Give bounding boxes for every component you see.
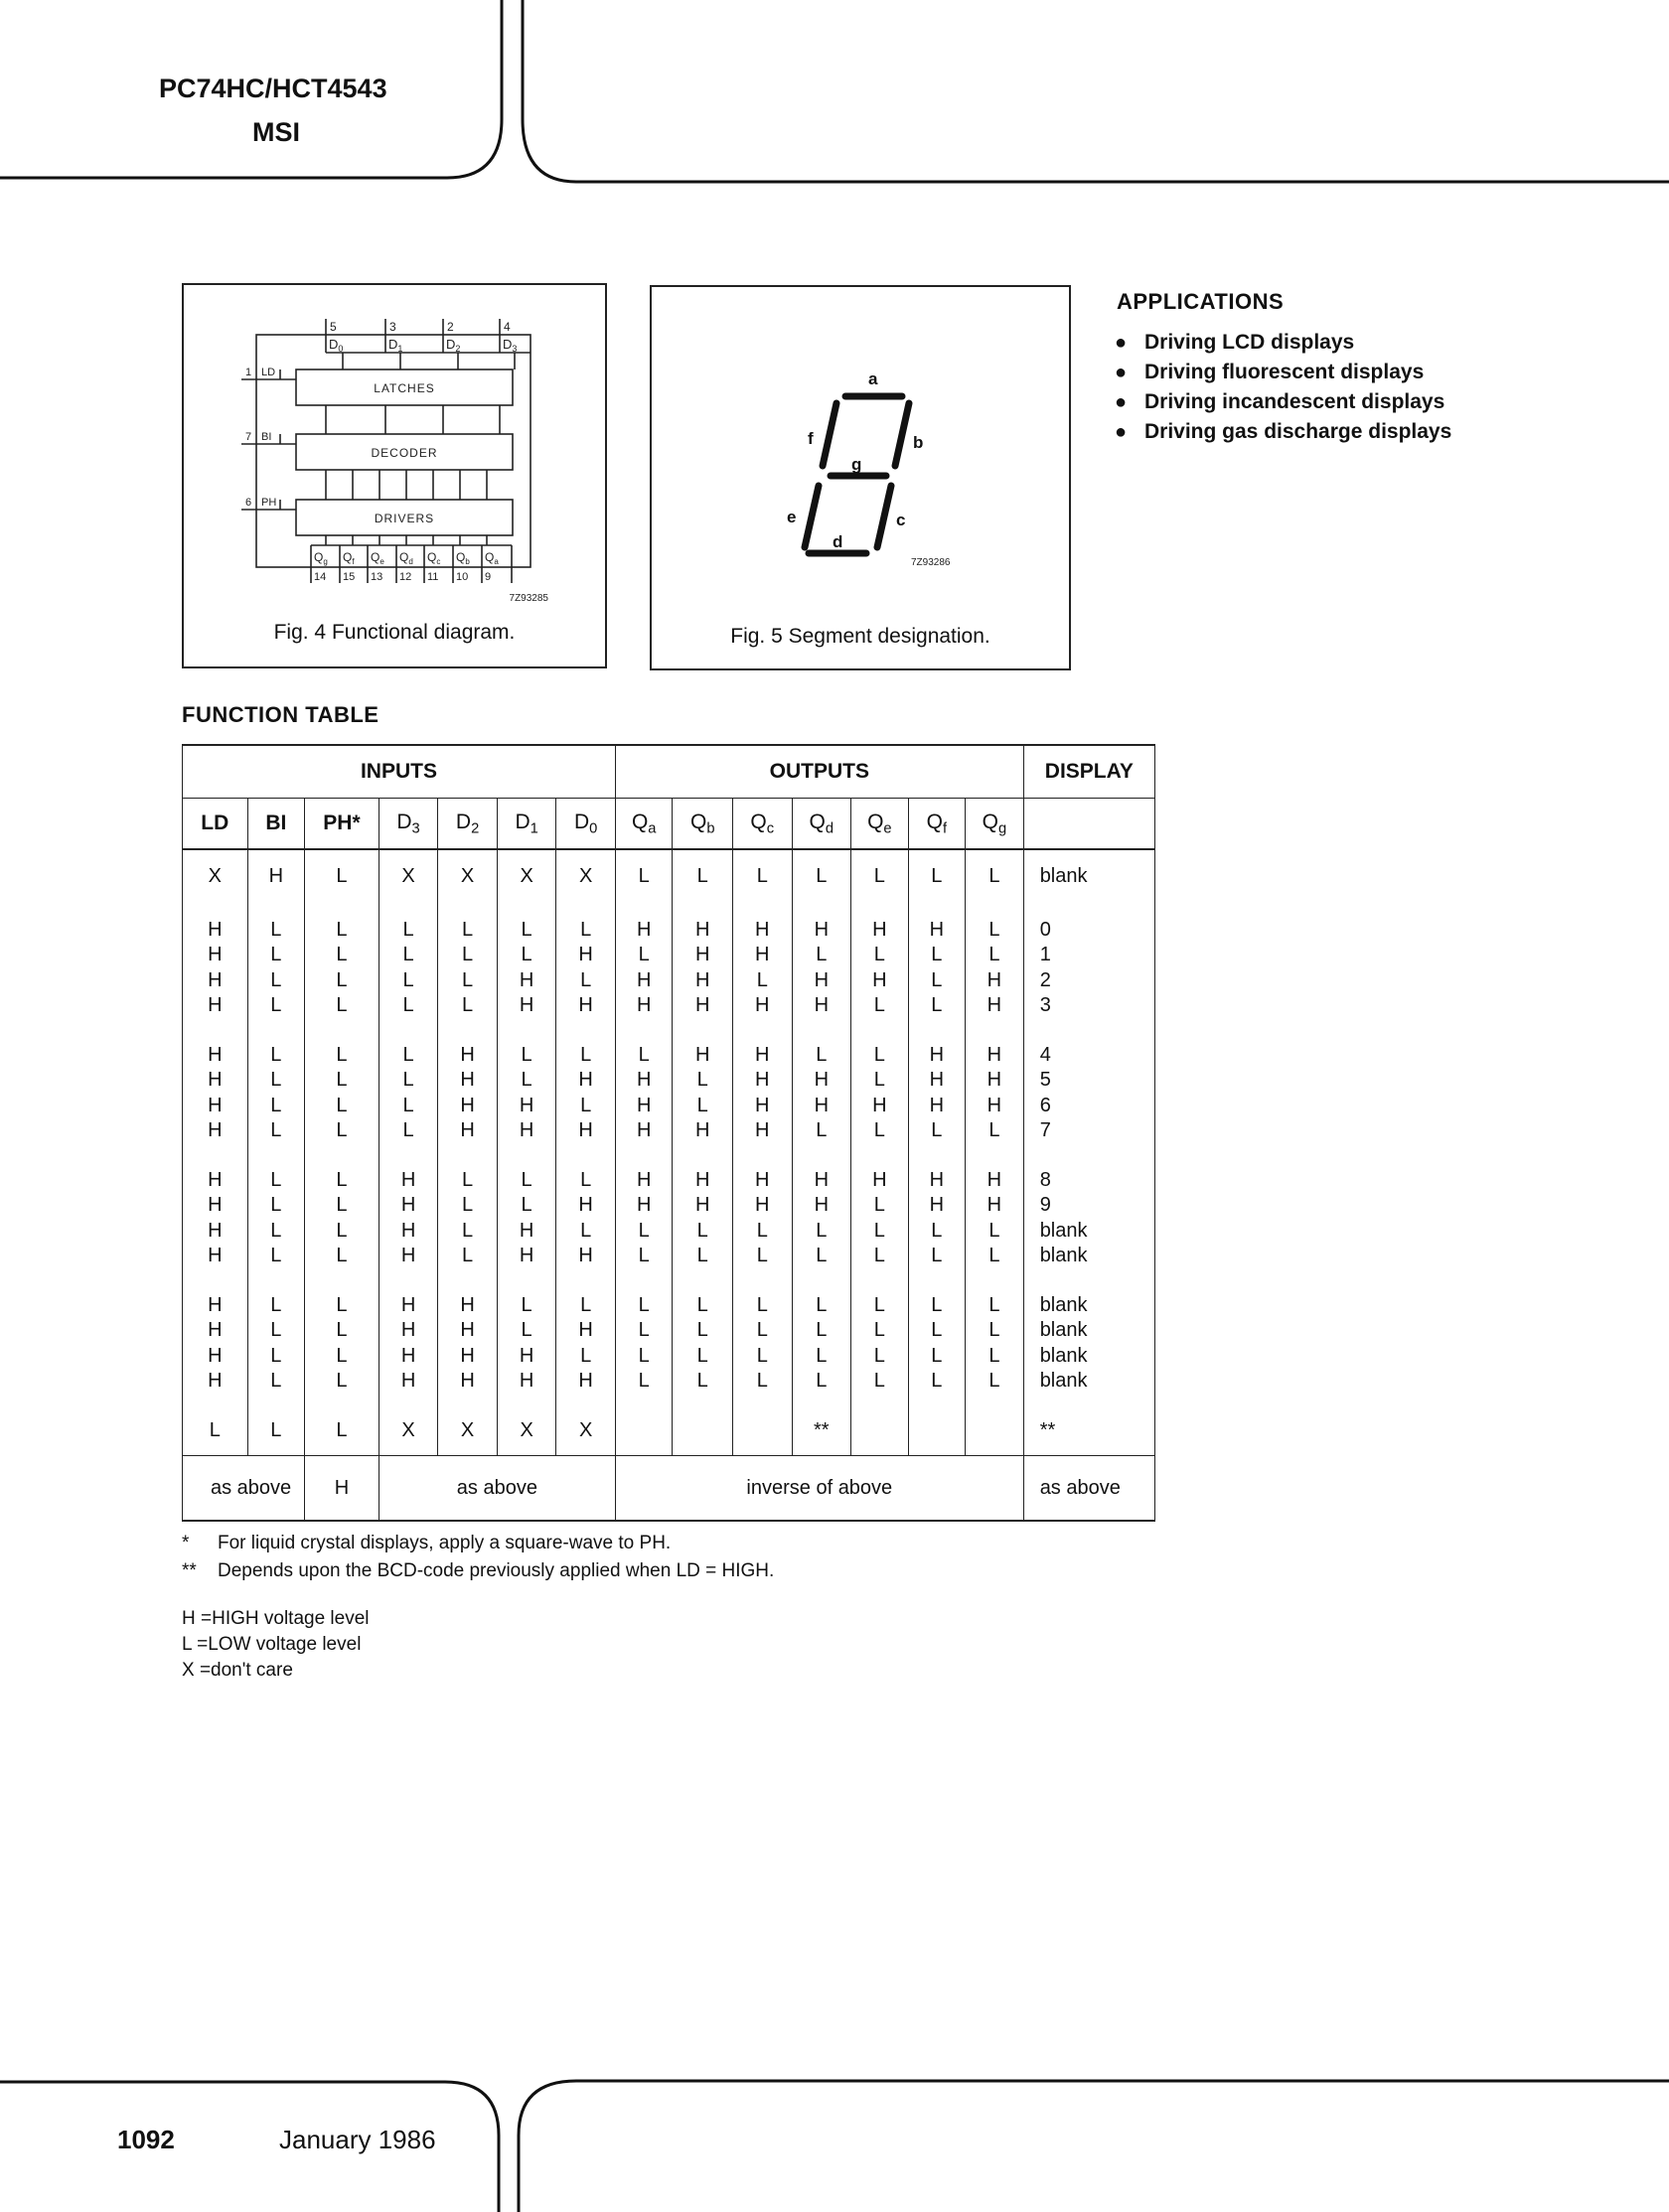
legend-item: X =don't care bbox=[182, 1660, 293, 1681]
svg-text:Qc: $Q_c$ bbox=[427, 550, 441, 566]
table-cell: H H H H bbox=[673, 906, 733, 1031]
table-cell: L L L L bbox=[379, 1031, 438, 1156]
table-cell: X bbox=[497, 1406, 556, 1456]
table-cell: X bbox=[556, 1406, 616, 1456]
label-f: f bbox=[808, 429, 814, 448]
table-cell: L bbox=[183, 1406, 248, 1456]
label-qc: Q bbox=[427, 550, 437, 564]
column-header: $Q_a$ bbox=[615, 799, 673, 850]
column-header: $Q_e$ bbox=[851, 799, 909, 850]
label-qb: Q bbox=[456, 550, 466, 564]
device-category: MSI bbox=[252, 117, 301, 147]
publication-date: January 1986 bbox=[279, 2125, 436, 2154]
pin-11: 11 bbox=[427, 571, 439, 583]
table-cell: L L L L bbox=[673, 1281, 733, 1406]
functional-diagram bbox=[184, 285, 605, 623]
table-cell: L L L L bbox=[379, 906, 438, 1031]
svg-text:Qd: $Q_d$ bbox=[399, 550, 413, 566]
table-cell: H H H H bbox=[183, 1031, 248, 1156]
table-row-group bbox=[183, 1406, 1155, 1456]
table-cell: L L L L bbox=[733, 1281, 793, 1406]
table-cell: L L L L bbox=[615, 1281, 673, 1406]
label-g: g bbox=[851, 455, 862, 474]
function-table bbox=[182, 744, 1155, 1522]
table-cell: L L L L bbox=[438, 1156, 498, 1281]
pin-10: 10 bbox=[456, 571, 469, 583]
svg-text:D0: $D_0$ bbox=[329, 337, 344, 354]
fig5-code: 7Z93286 bbox=[911, 557, 951, 568]
table-cell: H H H H bbox=[183, 1156, 248, 1281]
inputs-header: INPUTS bbox=[183, 745, 616, 799]
table-cell: H H H H bbox=[379, 1281, 438, 1406]
table-cell: L L H H bbox=[497, 1031, 556, 1156]
table-cell: L L L L bbox=[247, 1031, 305, 1156]
label-bi: BI bbox=[261, 431, 272, 443]
pin-2: 2 bbox=[447, 320, 454, 334]
pin-7: 7 bbox=[245, 431, 252, 443]
table-row-group bbox=[183, 1031, 1155, 1156]
table-cell: L L L L bbox=[792, 1281, 851, 1406]
table-cell bbox=[966, 1406, 1024, 1456]
segment-e bbox=[805, 486, 819, 547]
application-item: ● Driving incandescent displays bbox=[1113, 387, 1451, 417]
column-header: $Q_c$ bbox=[733, 799, 793, 850]
table-cell: H L H H bbox=[615, 906, 673, 1031]
table-cell: L bbox=[615, 849, 673, 906]
table-row-group bbox=[183, 906, 1155, 1031]
table-cell: X bbox=[183, 849, 248, 906]
table-cell: H H H H bbox=[733, 1031, 793, 1156]
table-cell: ** bbox=[792, 1406, 851, 1456]
label-b: b bbox=[913, 433, 924, 452]
application-item: ● Driving fluorescent displays bbox=[1113, 358, 1451, 387]
pin-1: 1 bbox=[245, 367, 252, 378]
table-cell: H H L L bbox=[908, 1156, 966, 1281]
pin-9: 9 bbox=[485, 571, 492, 583]
table-cell: L L L L bbox=[247, 906, 305, 1031]
fig4-caption: Fig. 4 Functional diagram. bbox=[273, 621, 516, 644]
table-cell: L L H H bbox=[497, 1156, 556, 1281]
bullet-icon: ● bbox=[1115, 391, 1128, 413]
display-cell: 0 1 2 3 bbox=[1023, 906, 1154, 1031]
table-row-inverse bbox=[183, 1456, 1155, 1522]
pin-13: 13 bbox=[371, 571, 383, 583]
svg-text:D3: $D_3$ bbox=[503, 337, 518, 354]
segment-c bbox=[877, 486, 891, 547]
table-cell: H H H H bbox=[183, 906, 248, 1031]
table-cell: L L L L bbox=[908, 1281, 966, 1406]
table-cell: L L L L bbox=[966, 1281, 1024, 1406]
latches-block: LATCHES bbox=[374, 381, 435, 395]
application-item: ● Driving gas discharge displays bbox=[1113, 417, 1451, 447]
legend-item: L =LOW voltage level bbox=[182, 1634, 362, 1655]
pin-6: 6 bbox=[245, 497, 252, 509]
decoder-block: DECODER bbox=[371, 446, 438, 460]
table-cell: H bbox=[247, 849, 305, 906]
fig4-box bbox=[182, 283, 607, 668]
table-cell: H L H H bbox=[792, 906, 851, 1031]
table-cell: H L L L bbox=[908, 906, 966, 1031]
table-cell: L L L L bbox=[305, 906, 379, 1031]
display-cell: blank bbox=[1023, 849, 1154, 906]
pin-3: 3 bbox=[389, 320, 396, 334]
svg-text:Qe: $Q_e$ bbox=[371, 550, 384, 566]
table-cell: X bbox=[379, 849, 438, 906]
table-cell: L bbox=[966, 849, 1024, 906]
column-header: LD bbox=[183, 799, 248, 850]
table-cell: H H L L bbox=[615, 1156, 673, 1281]
table-cell: L L H H bbox=[497, 1281, 556, 1406]
pin-4: 4 bbox=[504, 320, 511, 334]
bullet-icon: ● bbox=[1115, 332, 1128, 354]
label-d3: D bbox=[503, 337, 513, 352]
fig4-code: 7Z93285 bbox=[509, 593, 548, 604]
table-cell: L bbox=[733, 849, 793, 906]
pin-12: 12 bbox=[399, 571, 412, 583]
table-cell: L H L H bbox=[556, 1031, 616, 1156]
svg-text:Qa: $Q_a$ bbox=[485, 550, 499, 566]
outputs-inverse-cell: inverse of above bbox=[615, 1456, 1023, 1522]
svg-text:D2: $D_2$ bbox=[446, 337, 461, 354]
table-cell: L H H L bbox=[792, 1031, 851, 1156]
table-row-group bbox=[183, 1156, 1155, 1281]
label-qe: Q bbox=[371, 550, 380, 564]
table-cell bbox=[673, 1406, 733, 1456]
bullet-icon: ● bbox=[1115, 362, 1128, 383]
table-cell bbox=[851, 1406, 909, 1456]
fig5-box bbox=[650, 285, 1071, 670]
column-header: $Q_d$ bbox=[792, 799, 851, 850]
label-e: e bbox=[787, 508, 797, 526]
table-cell: H H L L bbox=[966, 1156, 1024, 1281]
page-number: 1092 bbox=[117, 2125, 175, 2154]
table-cell: H H H H bbox=[438, 1031, 498, 1156]
label-d: d bbox=[833, 532, 843, 551]
table-cell: L L H H bbox=[966, 906, 1024, 1031]
drivers-block: DRIVERS bbox=[374, 512, 435, 525]
label-a: a bbox=[868, 369, 878, 388]
table-cell: H H H L bbox=[908, 1031, 966, 1156]
table-cell: L L L L bbox=[438, 906, 498, 1031]
table-cell: L L L L bbox=[247, 1281, 305, 1406]
svg-text:Qb: $Q_b$ bbox=[456, 550, 470, 566]
table-cell bbox=[615, 1406, 673, 1456]
ph-high-cell: H bbox=[305, 1456, 379, 1522]
column-header: $Q_g$ bbox=[966, 799, 1024, 850]
table-cell: L L L L bbox=[851, 1281, 909, 1406]
table-cell: H H L H bbox=[733, 906, 793, 1031]
table-cell: H H H H bbox=[438, 1281, 498, 1406]
label-ld: LD bbox=[261, 367, 276, 378]
data-as-above-cell: as above bbox=[379, 1456, 615, 1522]
function-table-title: FUNCTION TABLE bbox=[182, 702, 379, 727]
table-cell: H H L L bbox=[792, 1156, 851, 1281]
table-cell: L bbox=[908, 849, 966, 906]
column-header: $Q_b$ bbox=[673, 799, 733, 850]
svg-text:Qg: $Q_g$ bbox=[314, 550, 328, 566]
column-header: $Q_f$ bbox=[908, 799, 966, 850]
table-cell: L L H L bbox=[851, 1031, 909, 1156]
table-cell: H L H L bbox=[851, 906, 909, 1031]
column-header: $D_2$ bbox=[438, 799, 498, 850]
note-item: * For liquid crystal displays, apply a square-wave to PH. bbox=[182, 1533, 672, 1553]
part-number: PC74HC/HCT4543 bbox=[159, 74, 387, 103]
column-header: BI bbox=[247, 799, 305, 850]
label-qa: Q bbox=[485, 550, 495, 564]
footer-frame bbox=[0, 2066, 1669, 2212]
table-cell: X bbox=[379, 1406, 438, 1456]
label-qd: Q bbox=[399, 550, 409, 564]
table-cell: L L L L bbox=[305, 1156, 379, 1281]
table-cell: H H H H bbox=[183, 1281, 248, 1406]
seven-segment-diagram bbox=[652, 287, 1069, 625]
pin-5: 5 bbox=[330, 320, 337, 334]
table-cell: H L L L bbox=[851, 1156, 909, 1281]
column-header: PH* bbox=[305, 799, 379, 850]
pin-14: 14 bbox=[314, 571, 327, 583]
fig5-caption: Fig. 5 Segment designation. bbox=[730, 625, 990, 648]
column-header: $D_1$ bbox=[497, 799, 556, 850]
segment-b bbox=[895, 403, 909, 466]
table-cell: X bbox=[497, 849, 556, 906]
table-cell: H L L H bbox=[673, 1031, 733, 1156]
table-cell: X bbox=[438, 849, 498, 906]
table-cell: L H H H bbox=[615, 1031, 673, 1156]
display-as-above-cell: as above bbox=[1023, 1456, 1154, 1522]
table-cell: L bbox=[305, 1406, 379, 1456]
column-header-display bbox=[1023, 799, 1154, 850]
table-cell: L L L L bbox=[305, 1281, 379, 1406]
label-qg: Q bbox=[314, 550, 324, 564]
column-header: $D_0$ bbox=[556, 799, 616, 850]
table-cell: X bbox=[556, 849, 616, 906]
display-cell: ** bbox=[1023, 1406, 1154, 1456]
table-cell: L H L H bbox=[556, 1156, 616, 1281]
label-d1: D bbox=[388, 337, 398, 352]
table-cell: L H L H bbox=[556, 1281, 616, 1406]
display-cell: 8 9 blank blank bbox=[1023, 1156, 1154, 1281]
outputs-header: OUTPUTS bbox=[615, 745, 1023, 799]
table-cell bbox=[733, 1406, 793, 1456]
table-cell: L bbox=[673, 849, 733, 906]
ld-bi-as-above-cell: as above bbox=[183, 1456, 305, 1522]
segment-f bbox=[823, 403, 836, 466]
table-cell: L bbox=[305, 849, 379, 906]
table-cell: L L L L bbox=[305, 1031, 379, 1156]
table-cell: H H L L bbox=[673, 1156, 733, 1281]
legend bbox=[182, 1606, 370, 1684]
display-cell: blank blank blank blank bbox=[1023, 1281, 1154, 1406]
display-cell: 4 5 6 7 bbox=[1023, 1031, 1154, 1156]
column-header: $D_3$ bbox=[379, 799, 438, 850]
table-cell: H H H L bbox=[966, 1031, 1024, 1156]
table-cell: X bbox=[438, 1406, 498, 1456]
svg-text:D1: $D_1$ bbox=[388, 337, 403, 354]
table-row-group bbox=[183, 849, 1155, 906]
pin-15: 15 bbox=[343, 571, 356, 583]
table-cell: L H L H bbox=[556, 906, 616, 1031]
table-cell: L bbox=[851, 849, 909, 906]
table-cell: L L H H bbox=[497, 906, 556, 1031]
table-row-group bbox=[183, 1281, 1155, 1406]
svg-text:Qf: $Q_f$ bbox=[343, 550, 355, 566]
table-cell bbox=[908, 1406, 966, 1456]
table-cell: L bbox=[247, 1406, 305, 1456]
display-header: DISPLAY bbox=[1023, 745, 1154, 799]
label-qf: Q bbox=[343, 550, 353, 564]
label-d2: D bbox=[446, 337, 456, 352]
table-cell: H H L L bbox=[733, 1156, 793, 1281]
table-cell: H H H H bbox=[379, 1156, 438, 1281]
applications-list bbox=[1113, 328, 1451, 447]
label-ph: PH bbox=[261, 497, 277, 509]
applications-title: APPLICATIONS bbox=[1117, 289, 1285, 314]
legend-item: H =HIGH voltage level bbox=[182, 1608, 370, 1629]
table-cell: L L L L bbox=[247, 1156, 305, 1281]
table-cell: L bbox=[792, 849, 851, 906]
table-notes bbox=[182, 1530, 774, 1585]
label-c: c bbox=[896, 511, 906, 529]
note-item: ** Depends upon the BCD-code previously applied when LD = HIGH. bbox=[182, 1560, 775, 1581]
bullet-icon: ● bbox=[1115, 421, 1128, 443]
label-d0: D bbox=[329, 337, 339, 352]
application-item: ● Driving LCD displays bbox=[1113, 328, 1451, 358]
